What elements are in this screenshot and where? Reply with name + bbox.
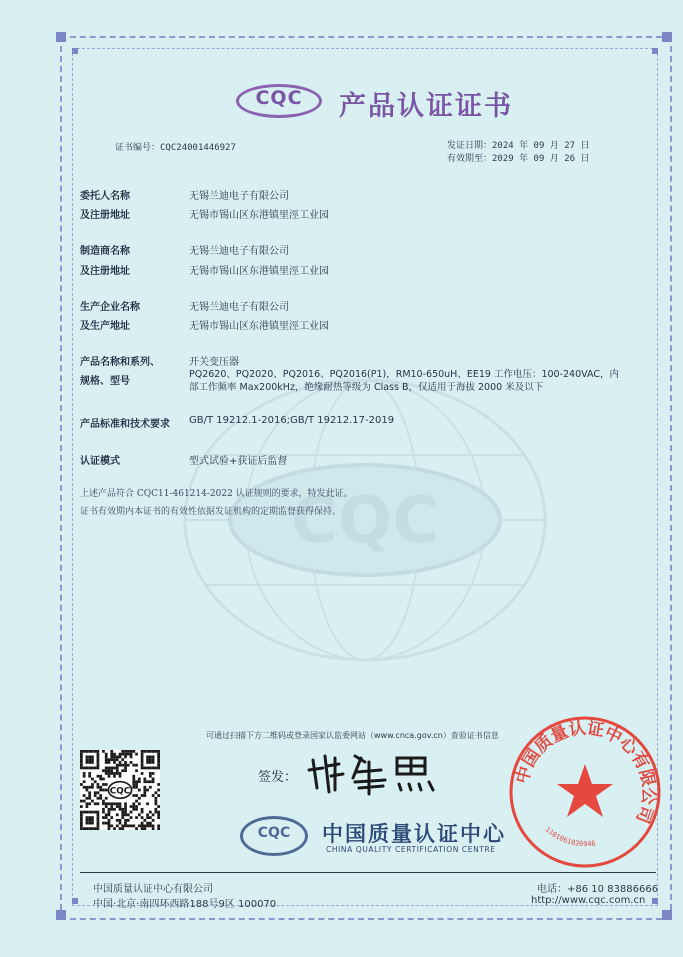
seal-number: 1101061026946 — [543, 825, 597, 849]
product-name: 开关变压器 — [189, 357, 239, 368]
manufacturer-name: 无锡兰迪电子有限公司 — [189, 246, 289, 257]
footer-address: 中国·北京·南四环西路188号9区 100070 — [93, 899, 277, 910]
applicant-label-2: 及注册地址 — [80, 210, 130, 221]
cert-number — [115, 140, 236, 153]
footer-website-link[interactable]: http://www.cqc.com.cn — [531, 895, 646, 906]
cert-number-value: CQC24001446927 — [160, 143, 236, 153]
svg-text:CQC: CQC — [290, 484, 440, 558]
issuer-name-cn: 中国质量认证中心 — [322, 822, 506, 846]
corner-mark-bottom-right — [662, 910, 672, 920]
applicant-label-1: 委托人名称 — [80, 191, 130, 202]
expiry-date — [447, 151, 589, 164]
manufacturer-address: 无锡市锡山区东港镇里涇工业园 — [189, 266, 329, 277]
footer-phone: 电话：+86 10 83886666 — [537, 884, 659, 895]
corner-dot-bottom-left — [72, 898, 78, 904]
statement-line-2: 证书有效期内本证书的有效性依据发证机构的定期监督获得保持。 — [80, 507, 342, 517]
official-seal-stamp — [505, 712, 665, 872]
manufacturer-label-2: 及注册地址 — [80, 266, 130, 277]
issuer-logo-text: CQC — [257, 825, 291, 841]
issuer-name-en: CHINA QUALITY CERTIFICATION CENTRE — [326, 845, 496, 854]
qr-code-icon[interactable] — [80, 750, 160, 830]
corner-dot-top-right — [652, 48, 658, 54]
issuer-logo-block — [240, 812, 510, 862]
cqc-logo-text: CQC — [255, 87, 303, 109]
expiry-date-value: 2029 年 09 月 26 日 — [492, 154, 590, 164]
expiry-date-label: 有效期至： — [447, 154, 493, 164]
applicant-name: 无锡兰迪电子有限公司 — [189, 191, 289, 202]
factory-address: 无锡市锡山区东港镇里涇工业园 — [189, 321, 329, 332]
corner-dot-bottom-right — [652, 898, 658, 904]
cert-number-label: 证书编号： — [115, 143, 161, 153]
factory-label-2: 及生产地址 — [80, 321, 130, 332]
factory-label-1: 生产企业名称 — [80, 302, 140, 313]
applicant-address: 无锡市锡山区东港镇里涇工业园 — [189, 210, 329, 221]
corner-dot-top-left — [72, 48, 78, 54]
corner-mark-top-right — [662, 32, 672, 42]
mode-value: 型式试验+获证后监督 — [189, 456, 288, 467]
title-block — [236, 82, 526, 122]
handwritten-signature — [305, 748, 445, 798]
footer-divider — [80, 872, 656, 873]
product-label-1: 产品名称和系列、 — [80, 357, 160, 368]
standard-label: 产品标准和技术要求 — [80, 419, 170, 430]
issue-date-value: 2024 年 09 月 27 日 — [492, 141, 590, 151]
verify-note: 可通过扫描下方二维码或登录国家认监委网站（www.cnca.gov.cn）查验证书信息 — [206, 731, 499, 740]
signature-label: 签发： — [258, 770, 298, 785]
product-spec-line-2: 部工作频率 Max200kHz，绝缘耐热等级为 Class B，仅适用于海拔 2000 米及以下 — [189, 382, 544, 393]
svg-text:1101061026946 — [544, 825, 596, 848]
certificate-title: 产品认证证书 — [339, 91, 513, 122]
statement-line-1: 上述产品符合 CQC11-461214-2022 认证规则的要求，特发此证。 — [80, 489, 353, 499]
seal-text: 中国质量认证中心有限公司 — [512, 718, 659, 826]
issue-date-label: 发证日期： — [447, 141, 493, 151]
corner-mark-top-left — [56, 32, 66, 42]
manufacturer-label-1: 制造商名称 — [80, 246, 130, 257]
factory-name: 无锡兰迪电子有限公司 — [189, 302, 289, 313]
product-spec-line-1: PQ2620、PQ2020、PQ2016、PQ2016(P1)，RM10-650uH、EE19 工作电压：100-240VAC，内 — [189, 369, 619, 380]
product-label-2: 规格、型号 — [80, 376, 130, 387]
standard-value: GB/T 19212.1-2016;GB/T 19212.17-2019 — [189, 415, 395, 426]
footer-org: 中国质量认证中心有限公司 — [93, 884, 213, 895]
mode-label: 认证模式 — [80, 456, 120, 467]
svg-text:CQC: CQC — [109, 786, 131, 797]
corner-mark-bottom-left — [56, 910, 66, 920]
issue-date — [447, 138, 589, 151]
